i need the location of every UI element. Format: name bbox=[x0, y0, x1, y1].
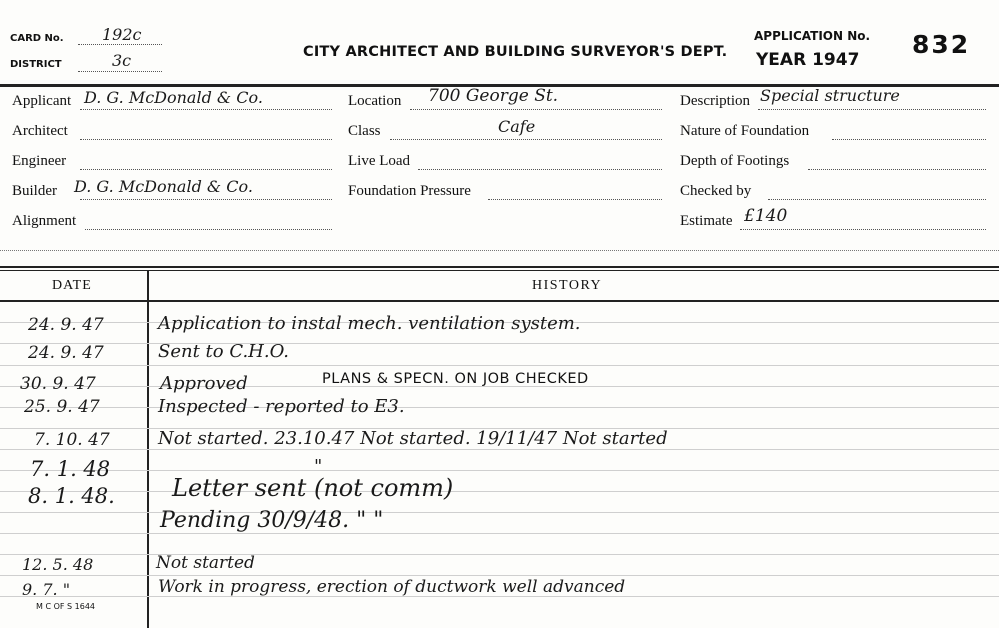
depth-of-footings-label: Depth of Footings bbox=[680, 153, 790, 169]
district-label: DISTRICT bbox=[10, 59, 62, 70]
history-row-date: 12. 5. 48 bbox=[22, 555, 94, 574]
history-row-date: 7. 1. 48 bbox=[30, 457, 111, 481]
history-top-rule bbox=[0, 266, 999, 268]
applicant-label: Applicant bbox=[12, 93, 72, 109]
location-line bbox=[410, 109, 662, 110]
engineer-line bbox=[80, 169, 332, 170]
history-row-date: 25. 9. 47 bbox=[24, 397, 100, 417]
alignment-label: Alignment bbox=[12, 213, 77, 229]
history-row-text: Work in progress, erection of ductwork well advanced bbox=[158, 577, 626, 597]
architect-line bbox=[80, 139, 332, 140]
history-rule bbox=[0, 554, 999, 555]
history-rule bbox=[0, 407, 999, 408]
architect-label: Architect bbox=[12, 123, 68, 139]
history-row-text: Not started. 23.10.47 Not started. 19/11/47 Not started bbox=[158, 428, 668, 449]
nature-of-foundation-line bbox=[832, 139, 986, 140]
location-value: 700 George St. bbox=[428, 86, 559, 106]
district-value: 3c bbox=[112, 51, 132, 70]
card-no-line bbox=[78, 44, 162, 45]
history-rule bbox=[0, 449, 999, 450]
ditto-mark: " bbox=[314, 456, 323, 477]
applicant-line bbox=[80, 109, 332, 110]
description-value: Special structure bbox=[760, 86, 900, 105]
history-row-date: 24. 9. 47 bbox=[28, 343, 104, 363]
date-column-header: DATE bbox=[52, 278, 92, 293]
history-rule bbox=[0, 575, 999, 576]
builder-value: D. G. McDonald & Co. bbox=[74, 177, 253, 196]
history-row-text: Letter sent (not comm) bbox=[172, 474, 454, 502]
history-rule bbox=[0, 365, 999, 366]
applicant-value: D. G. McDonald & Co. bbox=[84, 88, 263, 107]
checked-by-label: Checked by bbox=[680, 183, 752, 199]
checked-by-line bbox=[768, 199, 986, 200]
location-label: Location bbox=[348, 93, 402, 109]
form-code: M C OF S 1644 bbox=[36, 602, 95, 611]
history-rule bbox=[0, 343, 999, 344]
history-row-date: 9. 7. " bbox=[22, 580, 71, 599]
depth-of-footings-line bbox=[808, 169, 986, 170]
builder-label: Builder bbox=[12, 183, 57, 199]
history-row-text: Not started bbox=[156, 553, 255, 573]
history-row-text: Sent to C.H.O. bbox=[158, 341, 290, 362]
estimate-line bbox=[740, 229, 986, 230]
history-row-text: Application to instal mech. ventilation system. bbox=[158, 313, 581, 334]
history-row-text: Inspected - reported to E3. bbox=[158, 396, 405, 417]
class-label: Class bbox=[348, 123, 381, 139]
nature-of-foundation-label: Nature of Foundation bbox=[680, 123, 810, 139]
history-row-date: 30. 9. 47 bbox=[20, 374, 96, 394]
district-line bbox=[78, 71, 162, 72]
foundation-pressure-line bbox=[488, 199, 662, 200]
application-no-label: APPLICATION No. bbox=[754, 29, 871, 43]
live-load-label: Live Load bbox=[348, 153, 411, 169]
history-row-date: 8. 1. 48. bbox=[28, 484, 115, 508]
live-load-line bbox=[418, 169, 662, 170]
plans-checked-stamp: PLANS & SPECN. ON JOB CHECKED bbox=[322, 371, 589, 387]
history-top-rule-2 bbox=[0, 270, 999, 271]
class-value: Cafe bbox=[498, 117, 536, 136]
class-line bbox=[390, 139, 662, 140]
card-no-label: CARD No. bbox=[10, 33, 64, 44]
history-row-text: Approved bbox=[160, 373, 248, 394]
year-label: YEAR 1947 bbox=[756, 50, 860, 70]
history-rule bbox=[0, 470, 999, 471]
history-row-date: 7. 10. 47 bbox=[34, 430, 110, 450]
history-header-rule bbox=[0, 300, 999, 302]
description-label: Description bbox=[680, 93, 750, 109]
alignment-line bbox=[85, 229, 332, 230]
estimate-label: Estimate bbox=[680, 213, 733, 229]
engineer-label: Engineer bbox=[12, 153, 67, 169]
application-no-value: 832 bbox=[912, 30, 971, 59]
history-rule bbox=[0, 533, 999, 534]
department-title: CITY ARCHITECT AND BUILDING SURVEYOR'S DEPT. bbox=[303, 44, 728, 60]
history-rule bbox=[0, 491, 999, 492]
history-rule bbox=[0, 512, 999, 513]
fields-bottom-dotted bbox=[0, 250, 999, 251]
foundation-pressure-label: Foundation Pressure bbox=[348, 183, 471, 199]
history-row-text: Pending 30/9/48. " " bbox=[160, 508, 384, 533]
history-column-header: HISTORY bbox=[532, 278, 603, 293]
estimate-value: £140 bbox=[744, 206, 788, 226]
history-row-date: 24. 9. 47 bbox=[28, 315, 104, 335]
description-line bbox=[758, 109, 986, 110]
builder-line bbox=[80, 199, 332, 200]
card-no-value: 192c bbox=[102, 25, 142, 44]
